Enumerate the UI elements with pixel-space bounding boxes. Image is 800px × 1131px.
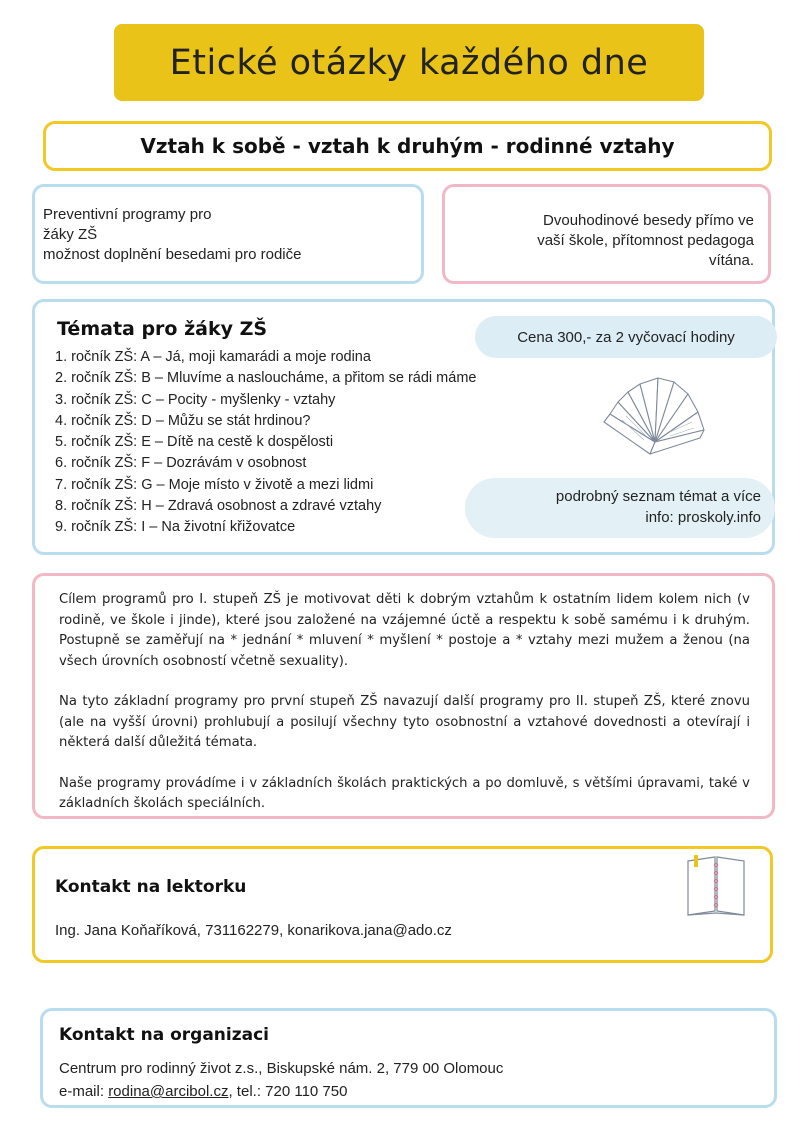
talks-info-line: vítána. bbox=[708, 252, 754, 269]
lecturer-contact-box bbox=[32, 846, 773, 963]
topics-heading: Témata pro žáky ZŠ bbox=[57, 318, 268, 340]
subtitle-box bbox=[43, 121, 772, 171]
list-item: 3. ročník ZŠ: C – Pocity - myšlenky - vztahy bbox=[55, 391, 336, 408]
programs-info-line: žáky ZŠ bbox=[43, 226, 98, 243]
notebook-icon bbox=[685, 853, 747, 919]
programs-info-line: Preventivní programy pro bbox=[43, 206, 212, 223]
title-banner bbox=[114, 24, 704, 101]
organization-address: Centrum pro rodinný život z.s., Biskupské nám. 2, 779 00 Olomouc bbox=[59, 1060, 504, 1077]
organization-heading: Kontakt na organizaci bbox=[59, 1025, 270, 1045]
list-item: 1. ročník ZŠ: A – Já, moji kamarádi a moje rodina bbox=[55, 349, 371, 365]
page-subtitle: Vztah k sobě - vztah k druhým - rodinné vztahy bbox=[140, 134, 675, 158]
topics-box bbox=[32, 299, 775, 555]
phone-text: , tel.: 720 110 750 bbox=[228, 1083, 348, 1100]
list-item: 8. ročník ZŠ: H – Zdravá osobnost a zdravé vztahy bbox=[55, 498, 382, 515]
programs-info-box bbox=[32, 184, 424, 284]
talks-info-box bbox=[442, 184, 771, 284]
list-item: 5. ročník ZŠ: E – Dítě na cestě k dospělosti bbox=[55, 434, 334, 451]
organization-contact-box bbox=[40, 1008, 777, 1108]
open-book-icon bbox=[600, 372, 710, 467]
list-item: 6. ročník ZŠ: F – Dozrávám v osobnost bbox=[55, 455, 307, 472]
list-item: 4. ročník ZŠ: D – Můžu se stát hrdinou? bbox=[55, 412, 311, 429]
lecturer-heading: Kontakt na lektorku bbox=[55, 877, 247, 897]
talks-info-line: Dvouhodinové besedy přímo ve bbox=[543, 212, 754, 229]
details-line: info: proskoly.info bbox=[645, 509, 761, 526]
page-title: Etické otázky každého dne bbox=[169, 42, 649, 83]
list-item: 7. ročník ZŠ: G – Moje místo v životě a mezi lidmi bbox=[55, 476, 374, 493]
price-badge: Cena 300,- za 2 vyčovací hodiny bbox=[475, 316, 777, 358]
programs-info-line: možnost doplnění besedami pro rodiče bbox=[43, 246, 302, 263]
description-box bbox=[32, 573, 775, 819]
list-item: 2. ročník ZŠ: B – Mluvíme a nasloucháme, a přitom se rádi máme bbox=[55, 370, 477, 387]
description-paragraph: Na tyto základní programy pro první stupeň ZŠ navazují další programy pro II. stupeň ZŠ, které znovu (ale na vyšší úrovni) prohlubují a posilují všechny tyto osobnostní a vztahové dovednosti a otevírají i některá další důležitá témata. bbox=[59, 694, 750, 750]
details-badge bbox=[465, 478, 775, 538]
talks-info-line: vaší škole, přítomnost pedagoga bbox=[537, 232, 754, 249]
email-label: e-mail: bbox=[59, 1083, 109, 1100]
lecturer-contact: Ing. Jana Koňaříková, 731162279, konarikova.jana@ado.cz bbox=[55, 922, 452, 939]
details-line: podrobný seznam témat a více bbox=[555, 488, 761, 505]
description-paragraph: Cílem programů pro I. stupeň ZŠ je motivovat děti k dobrým vztahům k ostatním lidem kolem nich (v rodině, ve škole i jinde), které jsou založené na vzájemné úctě a respektu k sobě samému i k druhým. Postupně se zaměřují na * jednání * mluvení * myšlení * postoje a * vztahy mezi mužem a ženou (na všech úrovních osobností včetně sexuality). bbox=[59, 592, 750, 669]
list-item: 9. ročník ZŠ: I – Na životní křižovatce bbox=[55, 519, 296, 536]
email-link[interactable]: rodina@arcibol.cz bbox=[108, 1083, 229, 1100]
topics-list bbox=[55, 347, 476, 539]
organization-contact-line bbox=[59, 1083, 347, 1100]
description-paragraph: Naše programy provádíme i v základních školách praktických a po domluvě, s většími úpravami, také v základních školách speciálních. bbox=[59, 775, 750, 811]
